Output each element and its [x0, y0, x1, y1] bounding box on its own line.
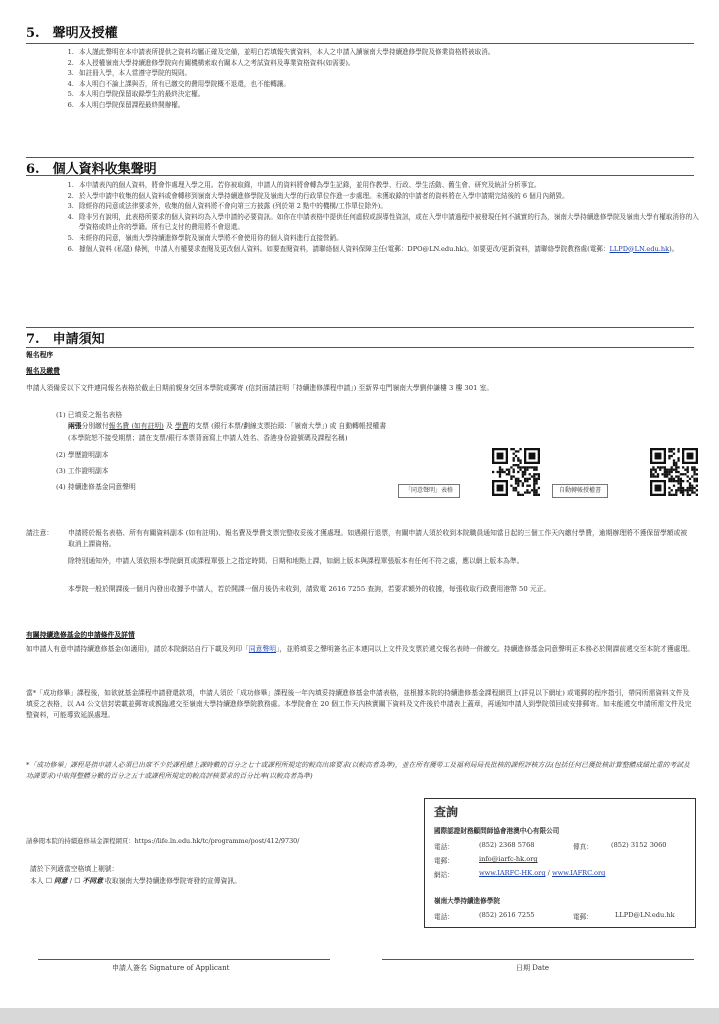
web-separator: / [545, 869, 552, 877]
list-item-text: 據個人資料 (私隱) 條例，申請人有權要求查閱及更改個人資料。如要查閱資料，請聯絡個人資料保障主任(電郵：DPO@LN.edu.hk)。如要更改/更新資料，請聯絡學院教務處(電郵： [79, 244, 610, 253]
notice-2: 除特別通知外，申請人須依照本學院網頁或課程單張上之指定時間、日期和地點上課，如網上版本與課程單張版本有任何不符之處，應以網上版本為準。 [68, 557, 524, 565]
consent-form-qr-label: 「同意聲明」表格 [398, 484, 460, 498]
section-7-header [26, 327, 694, 348]
notice-3: 本學院一般於開課後一個月內發出收據予申請人，若於開課一個月後仍未收到，請致電 2616 7255 查詢，若要求額外的收據，每張收取行政費用港幣 50 元正。 [68, 585, 551, 593]
successful-completion-footnote: *「成功修畢」課程是指申請人必須已出席不少於課程總上課時數的百分之七十或課程所規定的較高出席要求(以較高者為準)，並在所有獲勞工及福利局局長批核的課程評核方法(包括任何已獲批核計算整體成績比重的考試及功課要求)中取得整體分數的百分之五十或課程所規定的較高評核要求的百分比率(以較高者為準) [26, 761, 690, 780]
list-item [76, 79, 704, 90]
section-7-title: 7. 申請須知 [26, 332, 105, 347]
list-item-text: 未經你的同意，嶺南大學持續進修學院及嶺南大學將不會使用你的個人資料進行直接營銷。 [79, 233, 343, 242]
enquiry-org-2: 嶺南大學持續進修學院 [434, 897, 500, 905]
org1-tel: (852) 2368 5768 [479, 841, 535, 849]
promotion-consent-end: 收取嶺南大學持續進修學院寄發的宣傳資訊。 [102, 877, 241, 885]
enquiry-org-1: 國際認證財務顧問師協會港澳中心有限公司 [434, 827, 560, 835]
section-6-header [26, 157, 694, 176]
list-item-text: 本人授權嶺南大學持續進修學院向有關機構索取有關本人之考試資料及專業資格資料(如需要)。 [79, 58, 355, 67]
two-cheques-text: 兩張 [68, 422, 82, 430]
list-item-text: 除非另有說明，此表格所要求的個人資料均為入學申請的必要資訊。如你在申請表格中提供任何虛假或誤導性資訊，或在入學申請過程中被發現任何不誠實的行為，嶺南大學持續進修學院及嶺南大學有權取消你的入學資格或終止你的學籍。所有已支付的費用將不會退還。 [79, 212, 699, 232]
list-item [76, 244, 704, 255]
cef-paragraph-1-end: 」，並將填妥之聲明簽名正本連同以上文件及支票於遞交報名表時一併繳交。持續進修基金同意聲明正本務必於開課前遞交至本院才獲處理。 [276, 645, 695, 653]
cef-paragraph-1 [26, 644, 694, 655]
org2-tel-label: 電話： [434, 913, 454, 921]
agree-checkbox-label[interactable]: 同意 [54, 877, 68, 885]
llpd-email-link[interactable]: LLPD@LN.edu.hk [609, 244, 670, 253]
enquiry-title: 查詢 [434, 805, 459, 819]
org1-fax-label: 傳真： [573, 843, 593, 851]
list-item [76, 47, 704, 58]
list-item [76, 100, 704, 111]
autopay-form-qr-code[interactable] [650, 448, 698, 496]
application-fee-text: 報名費 (如有註明) [108, 422, 164, 430]
list-item-text: 除經你的同意或法律要求外，收集的個人資料將不會向第三方披露 (列於第 2 點中的機構/工作單位除外)。 [79, 202, 387, 211]
org1-email-link[interactable]: info@iarfc-hk.org [479, 855, 538, 863]
page-edge-shadow [0, 1008, 719, 1024]
cef-paragraph-2: 當*「成功修畢」課程後，如欲就基金課程申請發還款項，申請人須於「成功修畢」課程後一年內填妥持續進修基金申請表格，並根據本院的持續進修基金課程網頁上(詳見以下網址) 或電郵的程序指引，帶同所需資料文件及填妥之表格，以 A4 公文信封裝載並郵寄或親臨遞交至嶺南大學持續進修學院教務處。本學院會在 20 個工作天內核實關下資料及文件後於申請表上蓋章，再通知申請人到學院領回或安排郵寄。如未能遞交申請所需文件及完整資料，可能導致延誤處理。 [26, 689, 692, 719]
list-item [76, 191, 704, 202]
disagree-checkbox-label[interactable]: 不同意 [82, 877, 103, 885]
org2-email: LLPD@LN.edu.hk [615, 911, 675, 919]
applicant-signature-line[interactable] [38, 959, 330, 960]
applicant-signature-label: 申請人簽名 Signature of Applicant [112, 964, 230, 972]
date-label: 日期 Date [516, 964, 549, 972]
list-item [76, 58, 704, 69]
and-text: 及 [163, 422, 175, 430]
org2-email-label: 電郵： [573, 913, 593, 921]
cef-paragraph-1-start: 如申請人有意申請持續進修基金(如適用)，請於本院網站自行下載及列印「 [26, 645, 249, 653]
list-item-text: 如註冊入學，本人當遵守學院的規則。 [79, 69, 192, 78]
section-5-list [62, 47, 704, 111]
list-item [76, 89, 704, 100]
list-item [76, 68, 704, 79]
doc-list-2: (2) 學歷證明副本 [56, 451, 109, 459]
section-6-list [62, 180, 704, 254]
doc-list-4: (4) 持續進修基金同意聲明 [56, 483, 136, 491]
date-line[interactable] [382, 959, 694, 960]
procedure-heading: 報名程序 [26, 351, 54, 359]
doc-list-3: (3) 工作證明副本 [56, 467, 109, 475]
list-item [76, 233, 704, 244]
promotion-consent [30, 876, 241, 887]
cef-heading: 有關持續進修基金的申請條件及詳情 [26, 631, 135, 639]
section-5-title: 5. 聲明及授權 [26, 26, 118, 41]
cef-programme-url: 請參閱本院的持續進修基金課程網頁：https://life.ln.edu.hk/tc/programme/post/412/9730/ [26, 837, 300, 845]
list-item-text: 於入學申請中收集的個人資料或會轉移到嶺南大學持續進修學院及嶺南大學的行政單位作進一步處理。未獲取錄的申請者的資料將在入學申請期完結後的 6 個月內銷毀。 [79, 191, 569, 200]
list-item-text: 本人明白學院保留取錄學生的最終決定權。 [79, 90, 205, 99]
doc-list-1: (1) 已填妥之報名表格 [56, 411, 123, 419]
list-item-text: 本人明白不論上課與否，所有已繳交的費用學院概不退還，也不能轉讓。 [79, 79, 290, 88]
notice-1: 申請將於報名表格、所有有關資料副本 (如有註明)、報名費及學費支票完整收妥後才獲處理。如遇銀行退票，有關申請人須於收到本院職員通知當日起的三個工作天內繳付學費，逾期辦理將不獲保留學額或被取消上課資格。 [68, 529, 688, 548]
notice-heading: 請注意： [26, 529, 54, 537]
doc-list-1-detail [68, 421, 498, 432]
promotion-separator: / ☐ [67, 877, 83, 885]
doc-list-1-note: (本學院恕不接受期票；請在支票/銀行本票背面寫上申請人姓名、香港身份證號碼及課程名稱) [68, 434, 348, 442]
procedure-intro: 申請人須備妥以下文件連同報名表格於截止日期前親身交回本學院或郵寄 (信封面請註明「持續進修課程申請」) 至新界屯門嶺南大學劉仲謙樓 3 樓 301 室。 [26, 384, 494, 392]
promotion-consent-start: 本人 ☐ [30, 877, 55, 885]
org2-tel: (852) 2616 7255 [479, 911, 535, 919]
email-tail: )。 [669, 244, 679, 253]
tuition-fee-text: 學費 [174, 422, 189, 430]
org1-email-label: 電郵： [434, 857, 454, 865]
separately-text: 分別繳付 [81, 422, 109, 430]
org1-web-label: 網站： [434, 871, 454, 879]
consent-statement-link[interactable]: 同意聲明 [248, 645, 276, 653]
iarfc-hk-link[interactable]: www.IARFC-HK.org [479, 869, 546, 877]
section-5-header [26, 22, 694, 44]
list-item [76, 212, 704, 233]
cheque-detail-text: 的支票 (銀行本票/劃線支票抬頭：「嶺南大學」) 或 自動轉帳授權書 [188, 422, 387, 430]
autopay-form-qr-label: 自動轉帳授權書 [552, 484, 608, 498]
list-item-text: 本人謹此聲明在本申請表所提供之資料均屬正確及完備，並明白若填報失實資料，本人之申請入讀嶺南大學持續進修學院及修業資格將被取消。 [79, 48, 495, 56]
org1-fax: (852) 3152 3060 [611, 841, 667, 849]
list-item [76, 180, 704, 191]
promotion-question: 請於下列適當空格填上剔號： [30, 865, 119, 873]
list-item [76, 201, 704, 212]
fee-heading: 報名及繳費 [26, 367, 60, 375]
list-item-text: 本申請表內的個人資料，將會作處理入學之用。若你被取錄，申請人的資料將會轉為學生記錄，並用作教學、行政、學生活動、舊生會、研究及統計分析事宜。 [79, 181, 541, 189]
org1-websites [479, 869, 605, 877]
consent-form-qr-code[interactable] [492, 448, 540, 496]
iafrc-link[interactable]: www.IAFRC.org [551, 869, 606, 877]
enquiry-box [424, 798, 696, 928]
org1-tel-label: 電話： [434, 843, 454, 851]
section-6-title: 6. 個人資料收集聲明 [26, 162, 157, 177]
list-item-text: 本人明白學院保留課程最終開辦權。 [79, 100, 185, 109]
